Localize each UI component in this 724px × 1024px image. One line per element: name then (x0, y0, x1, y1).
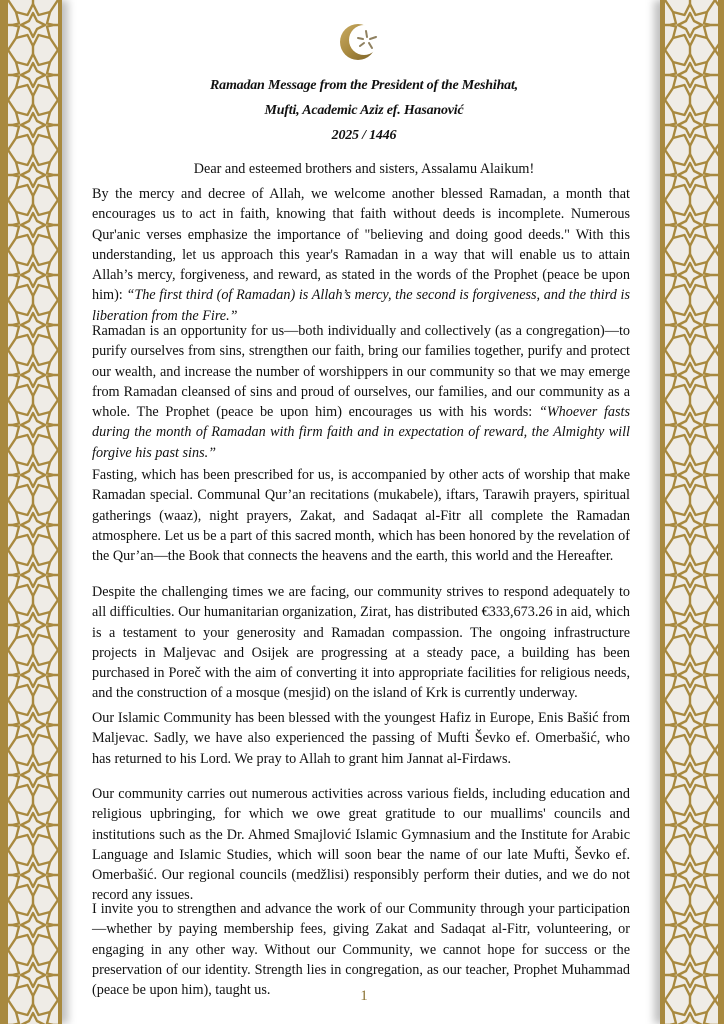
right-decorative-border (660, 0, 724, 1024)
paragraph-1 (92, 184, 630, 326)
crescent-star-logo (337, 18, 385, 66)
left-decorative-border (0, 0, 62, 1024)
paragraph-1-text: By the mercy and decree of Allah, we welcome another blessed Ramadan, a month that encourages us to act in faith, knowing that faith without deeds is incomplete. Numerous Qur'anic verses emphasize the importance of "believing and doing good deeds." With this understanding, let us approach this year's Ramadan in a way that will enable us to attain Allah’s mercy, forgiveness, and reward, as stated in the words of the Prophet (peace be upon him): (92, 186, 630, 304)
greeting: Dear and esteemed brothers and sisters, Assalamu Alaikum! (193, 161, 535, 177)
paragraph-4: Despite the challenging times we are facing, our community strives to respond adequately to all difficulties. Our humanitarian organization, Zirat, has distributed €333,673.26 in aid, which is a testament to your generosity and Ramadan compassion. The ongoing infrastructure projects in Maljevac and Osijek are progressing at a steady pace, a building has been purchased in Poreč with the aim of converting it into appropriate facilities for religious needs, and the construction of a mosque (mesjid) on the island of Krk is currently underway. (92, 584, 630, 702)
paragraph-2-text: Ramadan is an opportunity for us—both individually and collectively (as a congregation)—to purify ourselves from sins, strengthen our faith, bring our families together, purify and protect our wealth, and increase the number of worshippers in our community so that we may emerge from Ramadan cleansed of sins and proud of ourselves, our families, and our community as a whole. The Prophet (peace be upon him) encourages us with his words: (92, 323, 630, 421)
title-line-2: Mufti, Academic Aziz ef. Hasanović (264, 103, 464, 118)
title-date: 2025 / 1446 (331, 128, 397, 143)
paragraph-1-quote: “The first third (of Ramadan) is Allah’s mercy, the second is forgiveness, and the third is liberation from the Fire.” (92, 287, 630, 324)
paragraph-3: Fasting, which has been prescribed for us, is accompanied by other acts of worship that make Ramadan special. Communal Qur’an recitations (mukabele), iftars, Tarawih prayers, spiritual gatherings (waaz), night prayers, Zakat, and Sadaqat al-Fitr all complete the Ramadan atmosphere. Let us be a part of this sacred month, which has been honored by the revelation of the Qur’an—the Book that connects the heavens and the earth, this world and the Hereafter. (92, 467, 630, 565)
title-line-1: Ramadan Message from the President of the Meshihat, (210, 78, 518, 93)
geometric-pattern-icon (665, 0, 718, 1024)
paragraph-2 (92, 321, 630, 463)
page-number: 1 (360, 988, 368, 1004)
paragraph-5: Our Islamic Community has been blessed with the youngest Hafiz in Europe, Enis Bašić from Maljevac. Sadly, we have also experienced the passing of Mufti Ševko ef. Omerbašić, who has returned to his Lord. We pray to Allah to grant him Jannat al-Firdaws. (92, 710, 630, 767)
crescent-star-icon (337, 18, 385, 66)
paragraph-2-quote: “Whoever fasts during the month of Ramadan with firm faith and in expectation of reward, the Almighty will forgive his past sins.” (92, 404, 630, 461)
document-title (70, 73, 658, 148)
paragraph-7: I invite you to strengthen and advance the work of our Community through your participation—whether by paying membership fees, giving Zakat and Sadaqat al-Fitr, volunteering, or engaging in any other way. Without our Community, we cannot hope for success or the preservation of our identity. Strength lies in congregation, as our teacher, Prophet Muhammad (peace be upon him), taught us. (92, 901, 630, 999)
paragraph-6: Our community carries out numerous activities across various fields, including education and religious upbringing, for which we owe great gratitude to our muallims' councils and institutions such as the Dr. Ahmed Smajlović Islamic Gymnasium and the Institute for Arabic Language and Islamic Studies, which will soon bear the name of our late Mufti, Ševko ef. Omerbašić. Our regional councils (medžlisi) responsibly perform their duties, and we do not record any issues. (92, 786, 630, 904)
